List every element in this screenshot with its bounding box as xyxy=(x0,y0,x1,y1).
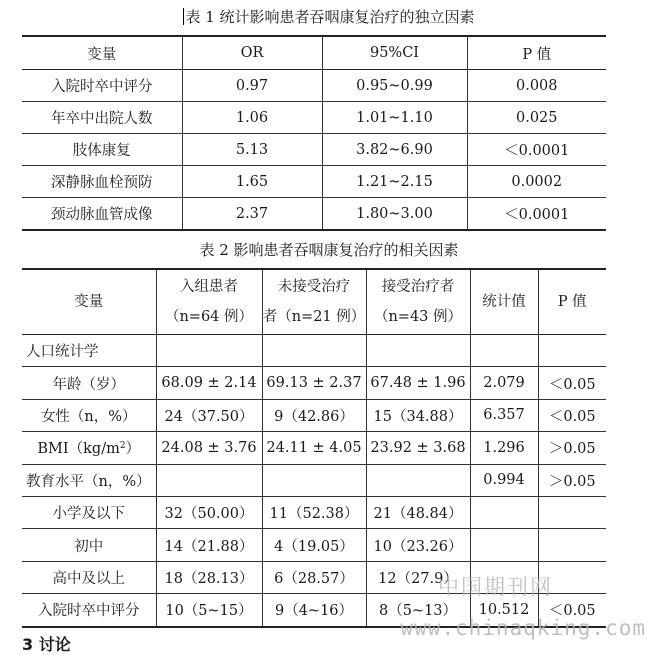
table-cell: ＜0.05 xyxy=(538,399,606,431)
table1-header-cell: P 值 xyxy=(467,36,606,70)
table1-title xyxy=(0,7,658,27)
table-cell: 6.357 xyxy=(470,399,538,431)
table-row xyxy=(22,70,606,102)
table-row xyxy=(22,464,606,496)
table-row xyxy=(22,166,606,198)
table-cell: 15（34.88） xyxy=(366,399,470,431)
table-row xyxy=(22,367,606,399)
table2-header-cell xyxy=(22,269,156,335)
table-cell xyxy=(262,464,366,496)
table-cell: 14（21.88） xyxy=(156,529,262,561)
table-cell: 2.37 xyxy=(182,198,322,231)
table-cell xyxy=(538,529,606,561)
table2-title: 表 2 影响患者吞咽康复治疗的相关因素 xyxy=(199,241,459,259)
header-line: 统计值 xyxy=(482,294,526,310)
header-line: 变量 xyxy=(74,294,104,310)
table-cell: 0.025 xyxy=(467,102,606,134)
table-cell: 9（4~16） xyxy=(262,594,366,627)
table-cell: 0.0002 xyxy=(467,166,606,198)
table-row xyxy=(22,432,606,464)
table-cell: 0.95~0.99 xyxy=(322,70,467,102)
table-cell: 1.06 xyxy=(182,102,322,134)
table-cell: 24.08 ± 3.76 xyxy=(156,432,262,464)
table-cell: 女性（n，%） xyxy=(22,399,156,431)
table-cell: 5.13 xyxy=(182,134,322,166)
table1-header-cell: 变量 xyxy=(22,36,182,70)
watermark-url: www.chinaqking.com xyxy=(400,616,646,640)
table-cell: 67.48 ± 1.96 xyxy=(366,367,470,399)
table-cell: 10（5~15） xyxy=(156,594,262,627)
table-cell: 21（48.84） xyxy=(366,496,470,528)
table-cell: 年龄（岁） xyxy=(22,367,156,399)
table-row xyxy=(22,102,606,134)
table-cell: 0.008 xyxy=(467,70,606,102)
section-heading: 3 讨论 xyxy=(22,635,71,654)
table1 xyxy=(22,35,606,231)
table-cell: 6（28.57） xyxy=(262,561,366,593)
table-cell: 12（27.9） xyxy=(366,561,470,593)
table-cell: ＜0.05 xyxy=(538,594,606,627)
superscript: 2 xyxy=(119,441,126,452)
table-cell: 肢体康复 xyxy=(22,134,182,166)
table-cell xyxy=(366,464,470,496)
header-line: （n=64 例） xyxy=(164,309,254,325)
table1-title-text: 表 1 统计影响患者吞咽康复治疗的独立因素 xyxy=(185,8,475,26)
table-cell: 教育水平（n，%） xyxy=(22,464,156,496)
table-cell: 8（5~13） xyxy=(366,594,470,627)
table2-header-row xyxy=(22,269,606,335)
table2-header-cell xyxy=(470,269,538,335)
table2-header-cell xyxy=(538,269,606,335)
table-cell: ＜0.0001 xyxy=(467,134,606,166)
table-cell xyxy=(22,432,156,464)
table-cell: ＞0.05 xyxy=(538,464,606,496)
table-cell: ＜0.05 xyxy=(538,367,606,399)
table-cell xyxy=(470,529,538,561)
table-cell: 深静脉血栓预防 xyxy=(22,166,182,198)
table-cell xyxy=(156,335,262,367)
table-cell: 小学及以下 xyxy=(22,496,156,528)
table-cell: 颈动脉血管成像 xyxy=(22,198,182,231)
table-cell: 23.92 ± 3.68 xyxy=(366,432,470,464)
table-cell xyxy=(470,335,538,367)
table-cell: 初中 xyxy=(22,529,156,561)
table2-header-cell xyxy=(366,269,470,335)
table-cell xyxy=(470,496,538,528)
table-cell: 高中及以上 xyxy=(22,561,156,593)
table-cell: 1.80~3.00 xyxy=(322,198,467,231)
table-cell xyxy=(366,335,470,367)
table1-header-row xyxy=(22,36,606,70)
table1-header-cell: 95%CI xyxy=(322,36,467,70)
header-line: 者（n=21 例） xyxy=(262,309,366,325)
table-cell: 4（19.05） xyxy=(262,529,366,561)
table-cell: 0.994 xyxy=(470,464,538,496)
table-cell: 年卒中出院人数 xyxy=(22,102,182,134)
table-cell: ＜0.0001 xyxy=(467,198,606,231)
table1-header-cell: OR xyxy=(182,36,322,70)
table-cell: 2.079 xyxy=(470,367,538,399)
table-cell: 32（50.00） xyxy=(156,496,262,528)
bmi-label: BMI（kg/m xyxy=(37,441,120,458)
table-cell: 10.512 xyxy=(470,594,538,627)
table-cell: 24（37.50） xyxy=(156,399,262,431)
table-cell: 11（52.38） xyxy=(262,496,366,528)
table-cell xyxy=(538,496,606,528)
table-cell: 69.13 ± 2.37 xyxy=(262,367,366,399)
table-row xyxy=(22,335,606,367)
table-cell: 入院时卒中评分 xyxy=(22,594,156,627)
header-line: （n=43 例） xyxy=(373,309,463,325)
table-cell: ＞0.05 xyxy=(538,432,606,464)
table-cell: 人口统计学 xyxy=(22,335,156,367)
table2-header-cell xyxy=(262,269,366,335)
table-cell: 3.82~6.90 xyxy=(322,134,467,166)
table-cell: 入院时卒中评分 xyxy=(22,70,182,102)
table-row xyxy=(22,134,606,166)
table2-header-cell xyxy=(156,269,262,335)
table-cell: 1.01~1.10 xyxy=(322,102,467,134)
header-line: 入组患者 xyxy=(180,279,238,295)
bmi-paren: ） xyxy=(125,441,141,458)
watermark-cn: 中国期刊网 xyxy=(438,575,553,599)
table-row xyxy=(22,496,606,528)
table-cell: 10（23.26） xyxy=(366,529,470,561)
table-row xyxy=(22,399,606,431)
table-cell: 24.11 ± 4.05 xyxy=(262,432,366,464)
header-line: P 值 xyxy=(557,294,587,310)
table-cell: 1.65 xyxy=(182,166,322,198)
table-cell xyxy=(262,335,366,367)
table-cell: 1.296 xyxy=(470,432,538,464)
table-cell xyxy=(538,335,606,367)
header-line: 未接受治疗 xyxy=(277,279,351,295)
table-row xyxy=(22,198,606,231)
table-cell: 0.97 xyxy=(182,70,322,102)
table-cell: 18（28.13） xyxy=(156,561,262,593)
table-cell: 68.09 ± 2.14 xyxy=(156,367,262,399)
table-row xyxy=(22,529,606,561)
table-cell: 9（42.86） xyxy=(262,399,366,431)
table-cell: 1.21~2.15 xyxy=(322,166,467,198)
table-cell xyxy=(156,464,262,496)
header-line: 接受治疗者 xyxy=(381,279,455,295)
